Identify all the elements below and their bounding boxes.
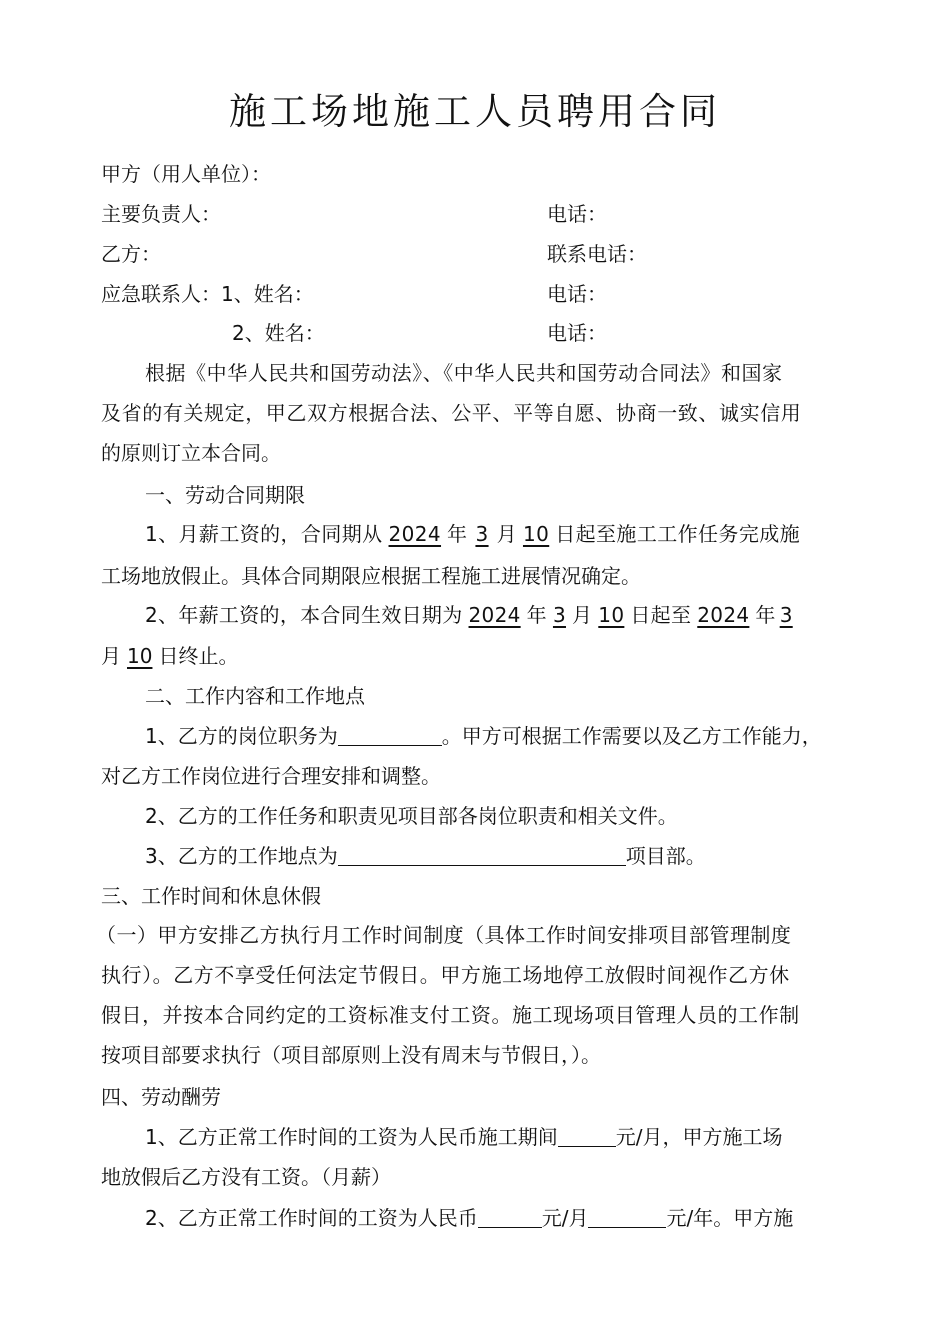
position-blank: [338, 725, 442, 746]
principal-label: 主要负责人：: [101, 202, 221, 226]
start-day-1: 10: [522, 522, 550, 546]
end-month: 3: [779, 603, 793, 627]
work-location-blank: [338, 845, 626, 866]
phone-label-3: 电话：: [547, 321, 607, 345]
section-3-line-1: （一）甲方安排乙方执行月工作时间制度（具体工作时间安排项目部管理制度: [96, 923, 792, 947]
start-year-1: 2024: [388, 522, 442, 546]
emergency-contact-1: 应急联系人：1、姓名：: [101, 282, 314, 306]
start-day-2: 10: [598, 603, 625, 627]
start-year-2: 2024: [468, 603, 521, 627]
section-2-item-3: 3、乙方的工作地点为 项目部。: [145, 844, 706, 868]
phone-label-1: 电话：: [547, 202, 607, 226]
section-4-heading: 四、劳动酬劳: [101, 1085, 221, 1109]
end-day: 10: [127, 644, 153, 668]
section-2-heading: 二、工作内容和工作地点: [145, 684, 365, 708]
start-month-1: 3: [475, 522, 489, 546]
section-3-line-4: 按项目部要求执行（项目部原则上没有周末与节假日，）。: [101, 1043, 601, 1067]
monthly-wage-blank-2: [478, 1207, 542, 1228]
party-a-label: 甲方（用人单位）：: [101, 162, 271, 186]
end-year: 2024: [697, 603, 750, 627]
section-2-item-1: 1、乙方的岗位职务为 。甲方可根据工作需要以及乙方工作能力，: [145, 724, 822, 748]
section-3-line-2: 执行）。乙方不享受任何法定节假日。甲方施工场地停工放假时间视作乙方休: [101, 963, 790, 987]
annual-wage-blank: [588, 1207, 666, 1228]
section-4-item-1-line-2: 地放假后乙方没有工资。（月薪）: [101, 1165, 391, 1189]
section-1-heading: 一、劳动合同期限: [145, 483, 305, 507]
section-2-item-1-line-2: 对乙方工作岗位进行合理安排和调整。: [101, 764, 441, 788]
intro-line-3: 的原则订立本合同。: [101, 441, 281, 465]
intro-line-2: 及省的有关规定，甲乙双方根据合法、公平、平等自愿、协商一致、诚实信用: [101, 401, 802, 425]
section-3-heading: 三、工作时间和休息休假: [101, 884, 321, 908]
monthly-wage-blank: [558, 1126, 616, 1147]
section-1-item-1: 1、月薪工资的，合同期从 2024 年 3 月 10 日起至施工工作任务完成施: [145, 522, 801, 546]
intro-line-1: 根据《中华人民共和国劳动法》、《中华人民共和国劳动合同法》和国家: [145, 361, 783, 385]
section-2-item-2: 2、乙方的工作任务和职责见项目部各岗位职责和相关文件。: [145, 804, 678, 828]
party-b-label: 乙方：: [101, 242, 161, 266]
section-4-item-1: 1、乙方正常工作时间的工资为人民币施工期间 元/月，甲方施工场: [145, 1125, 783, 1149]
section-1-item-1-line-2: 工场地放假止。具体合同期限应根据工程施工进展情况确定。: [101, 564, 641, 588]
start-month-2: 3: [552, 603, 566, 627]
section-1-item-2: 2、年薪工资的，本合同生效日期为 2024 年 3 月 10 日起至 2024 年 3: [145, 600, 797, 630]
emergency-contact-2: 2、姓名：: [232, 321, 325, 345]
phone-label-2: 电话：: [547, 282, 607, 306]
section-3-line-3: 假日，并按本合同约定的工资标准支付工资。施工现场项目管理人员的工作制: [101, 1003, 800, 1027]
section-4-item-2: 2、乙方正常工作时间的工资为人民币 元/月 元/年。甲方施: [145, 1206, 794, 1230]
section-1-item-2-line-2: 月 10 日终止。: [101, 644, 239, 668]
contact-phone-label: 联系电话：: [547, 242, 647, 266]
document-title: 施工场地施工人员聘用合同: [229, 90, 721, 133]
